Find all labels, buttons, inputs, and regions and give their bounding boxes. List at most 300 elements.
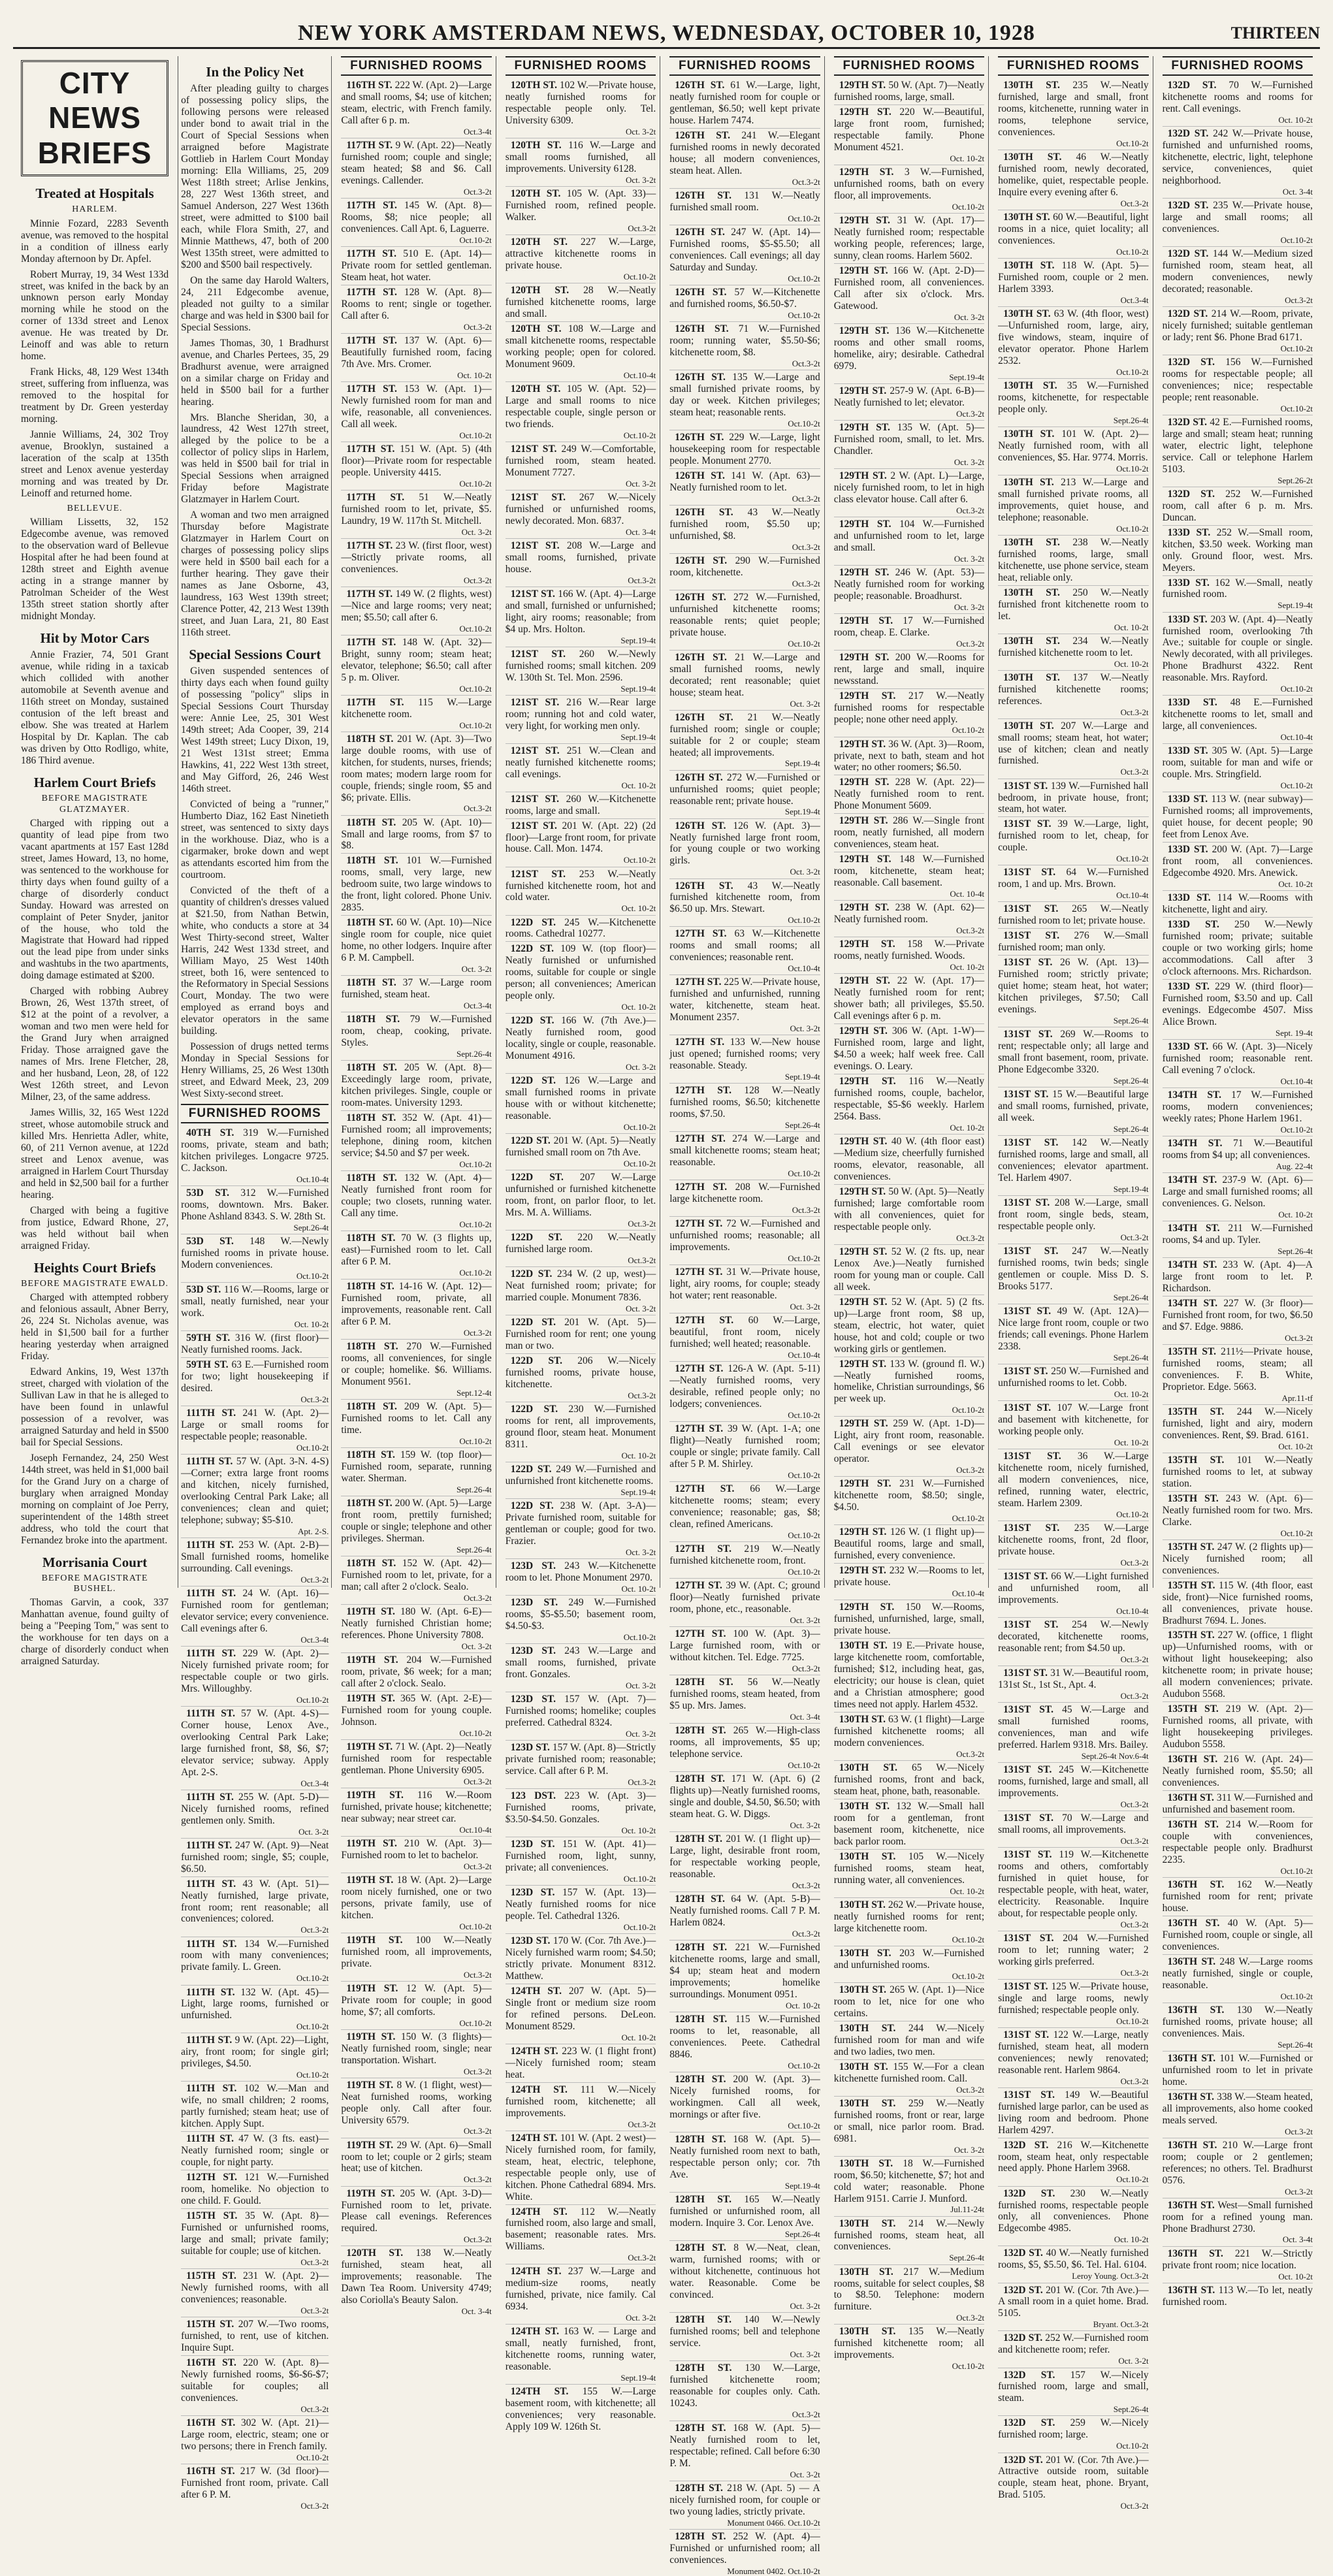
classified-ad xyxy=(834,263,984,322)
classified-list xyxy=(1163,80,1313,2308)
ad-text: 249 W.—Furnished and unfurnished front kitchenette rooms. xyxy=(505,1464,656,1487)
news-paragraph: Thomas Garvin, a cook, 337 Manhattan avenue, found guilty of being a "Peeping Tom," was sent to the workhouse for ten days on a charge of disorderly conduct when arraigned Saturday. xyxy=(21,1597,169,1667)
ad-insertion-code: Oct.10-2t xyxy=(788,2120,820,2131)
ad-text: 71 W.—Furnished room; running water, $5.50-$6; kitchenette room, $8. xyxy=(669,323,820,358)
classified-ad xyxy=(506,695,656,742)
ad-text: 220 W.—Beautiful, large front room, furnished; respectable family. Phone Monument 4521. xyxy=(833,106,985,153)
ad-street: 133D ST. xyxy=(1167,613,1208,625)
ad-text: 201 W. (Apt. 5)—Neatly furnished small room on 7th Ave. xyxy=(505,1135,656,1159)
ad-insertion-code: Oct.3-2t xyxy=(792,2409,820,2419)
classified-ad xyxy=(669,2481,820,2528)
ad-text: 250 W.—Furnished and unfurnished rooms to let. Cobb. xyxy=(998,1366,1149,1389)
ad-street: 122D ST. xyxy=(510,1500,554,1512)
classified-ad xyxy=(1163,1404,1313,1451)
classified-ad xyxy=(1163,890,1313,916)
ad-street: 117TH ST. xyxy=(346,286,397,298)
ad-text: 250 W.—Newly furnished room; private; suitable couple or two working girls; home accommodations. Call after 3 o'clock afternoons. Mrs. Richardson. xyxy=(1162,919,1313,978)
classified-ad xyxy=(506,1402,656,1460)
ad-insertion-code: Oct.10-4t xyxy=(1116,1605,1149,1616)
ad-text: 243 W. (Apt. 6)—Neatly furnished room for two. Mrs. Clarke. xyxy=(1162,1492,1313,1528)
ad-text: 128 W. (Apt. 8)—Rooms to rent; single or together. Call after 6. xyxy=(341,286,492,321)
ad-street: 131ST ST. xyxy=(1003,1522,1060,1534)
ad-street: 123D ST. xyxy=(510,1560,556,1572)
ad-insertion-code: Oct.10-2t xyxy=(623,271,656,282)
ad-street: 129TH ST. xyxy=(839,854,891,865)
classified-ad xyxy=(998,901,1148,927)
ad-text: 102 W.—Private house, neatly furnished rooms for respectable people only. Tel. University 6309. xyxy=(505,80,656,126)
ad-insertion-code: Oct.3-2t xyxy=(463,186,492,197)
ad-insertion-code: Oct. 10-2t xyxy=(1114,622,1149,632)
classified-ad xyxy=(1163,1296,1313,1343)
ad-text: 121 W.—Furnished room, homelike. No objection to one child. F. Gould. xyxy=(181,2172,329,2207)
ad-text: 219 W. (Apt. 2)—Furnished rooms, all private, with light housekeeping privileges. Audubon 5558. xyxy=(1162,1703,1313,1750)
classified-ad xyxy=(181,2415,329,2462)
ad-insertion-code: Oct. 3-2t xyxy=(790,698,820,709)
classified-ad xyxy=(834,900,984,935)
classified-ad xyxy=(998,427,1148,474)
classified-ad xyxy=(341,2138,491,2185)
ad-street: 127TH ST. xyxy=(675,1628,726,1640)
ad-insertion-code: Oct.3-2t xyxy=(463,1776,492,1786)
classified-ad xyxy=(669,1675,820,1722)
ad-insertion-code: Sept.19-4t xyxy=(784,1072,820,1082)
ad-street: 126TH ST. xyxy=(675,470,725,481)
ad-insertion-code: Oct.10-2t xyxy=(1116,1509,1149,1519)
ad-text: 211½—Private house, furnished rooms, steam; all conveniences. F. B. White, Proprietor. Edge. 5663. xyxy=(1162,1345,1313,1393)
ad-street: 128TH ST. xyxy=(675,2482,723,2494)
ad-insertion-code: Oct. 3-2t xyxy=(626,2313,656,2323)
ad-insertion-code: Oct.10-4t xyxy=(1280,732,1313,743)
ad-insertion-code: Oct.3-2t xyxy=(1120,198,1149,208)
ad-text: 204 W.—Furnished room, private, $6 week; for a man; call after 2 o'clock. Sealo. xyxy=(341,1654,492,1689)
ad-text: 148 W.—Furnished room, kitchenette, steam heat; reasonable. Call basement. xyxy=(833,854,985,889)
ad-text: 46 W.—Neatly furnished room, newly decorated, homelike, quiet, respectable people. Inquire every evening after 6. xyxy=(998,151,1149,198)
classified-ad xyxy=(341,1231,491,1278)
ad-street: 130TH ST. xyxy=(1003,476,1054,488)
ad-street: 129TH ST. xyxy=(839,1565,886,1577)
ad-insertion-code: Sept.26-4t xyxy=(1277,1246,1313,1256)
classified-ad xyxy=(998,1617,1148,1664)
classified-ad xyxy=(834,105,984,163)
ad-insertion-code: Sept.26-4t xyxy=(293,1223,329,1233)
ad-insertion-code: Oct. 3-2t xyxy=(790,1615,820,1626)
ad-insertion-code: Oct. 3-2t xyxy=(790,867,820,877)
classified-ad xyxy=(1163,198,1313,245)
classified-ad xyxy=(506,321,656,380)
ad-insertion-code: Oct.3-2t xyxy=(792,1880,820,1890)
ad-street: 112TH ST. xyxy=(186,2172,238,2183)
ad-street: 134TH ST. xyxy=(1167,1297,1218,1309)
ad-text: 245 W.—Kitchenette rooms, furnished, large and small, all improvements. xyxy=(998,1763,1149,1799)
ad-insertion-code: Oct.3-2t xyxy=(1285,295,1313,305)
ad-street: 128TH ST. xyxy=(675,2133,726,2145)
ad-street: 129TH ST. xyxy=(839,1418,888,1430)
ad-insertion-code: Oct. 3-2t xyxy=(626,1680,656,1690)
ad-street: 111TH ST. xyxy=(186,2035,233,2046)
ad-insertion-code: Oct.10-2t xyxy=(788,1567,820,1577)
classified-ad xyxy=(669,1481,820,1540)
ad-text: 50 W. (Apt. 5)—Neatly furnished; large comfortable room with all conveniences, quiet for respectable people only. xyxy=(833,1185,985,1232)
ad-insertion-code: Oct.3-2t xyxy=(1285,2126,1313,2136)
ad-street: 123D ST. xyxy=(510,1645,556,1657)
ad-street: 127TH ST. xyxy=(675,1580,722,1592)
ad-street: 116TH ST. xyxy=(346,80,393,91)
classified-ad xyxy=(834,1357,984,1415)
ad-street: 130TH ST. xyxy=(839,2157,893,2169)
ad-text: 56 W.—Neatly furnished rooms, steam heated, from $5 up. Mrs. James. xyxy=(669,1677,820,1712)
ad-text: 158 W.—Private rooms, neatly furnished. Woods. xyxy=(833,939,985,962)
news-paragraph: Convicted of being a "runner," Humberto Diaz, 162 East Ninetieth street, was sentenced to sixty days in the workhouse. Diaz, who is a cigarmaker, broke down and wept as attendants escorted him from the courtroom. xyxy=(181,798,329,880)
ad-insertion-code: Oct.10-2t xyxy=(459,478,492,489)
ad-street: 131ST ST. xyxy=(1003,1197,1050,1209)
classified-ad xyxy=(506,80,656,137)
ad-text: 126 W.—Large and small furnished rooms in private house with or without kitchenette; reasonable. xyxy=(505,1075,656,1122)
ad-text: 148 W. (Apt. 32)—Bright, sunny room; steam heat; elevator, telephone; $6.50; call after 5 p. m. Oliver. xyxy=(341,636,492,683)
ad-text: 15 W.—Beautiful large and small rooms, furnished, private, all week. xyxy=(998,1089,1149,1124)
ad-insertion-code: Oct. 3-2t xyxy=(461,1641,492,1651)
ad-street: 131ST ST. xyxy=(1003,1763,1052,1775)
news-paragraph: Jannie Williams, 24, 302 Troy avenue, Brooklyn, sustained a laceration of the scalp at 135th street and Lenox avenue yesterday morning and was treated by Dr. Leinoff and returned home. xyxy=(21,429,169,499)
ad-text: 257-9 W. (Apt. 6-B)—Neatly furnished to let; elevator. xyxy=(833,385,985,408)
classified-ad xyxy=(669,1216,820,1263)
ad-street: 119TH ST. xyxy=(346,2139,394,2151)
ad-street: 122D ST. xyxy=(510,1317,556,1328)
ad-insertion-code: Sept.26-4t xyxy=(456,1049,492,1059)
classified-ad xyxy=(1163,1701,1313,1750)
classified-list xyxy=(834,80,984,2371)
ad-street: 126TH ST. xyxy=(675,323,729,334)
ad-text: 22 W. (Apt. 17)—Neatly furnished room for rent; shower bath; all privileges, $5.50. Call evenings after 6 p. m. xyxy=(833,975,985,1022)
ad-insertion-code: Sept.26-4t xyxy=(784,1120,820,1131)
classified-ad xyxy=(669,1723,820,1770)
ad-street: 129TH ST. xyxy=(839,902,890,914)
ad-text: 207 W. (Apt. 5)—Single front or medium size room for refined persons. DeLeon. Monument 8529. xyxy=(505,1985,656,2032)
ad-insertion-code: Oct.10-2t xyxy=(296,1694,329,1705)
ad-text: 245 W.—Kitchenette rooms. Cathedral 10277. xyxy=(505,916,656,940)
ad-insertion-code: Sept.26-4t xyxy=(1113,1352,1149,1362)
ad-text: 105 W.—Nicely furnished rooms, steam heat, running water, all conveniences. xyxy=(833,1850,985,1886)
ad-street: 130TH ST. xyxy=(1003,379,1057,391)
classified-ad xyxy=(669,1940,820,2010)
ad-street: 119TH ST. xyxy=(346,1605,395,1617)
motor-cars-heading: Hit by Motor Cars xyxy=(40,630,150,646)
classified-ad xyxy=(181,1234,329,1281)
ad-street: 122D ST. xyxy=(510,916,556,928)
ad-insertion-code: Sept.26-4t xyxy=(1113,1016,1149,1026)
classified-ad xyxy=(506,1498,656,1557)
ad-street: 118TH ST. xyxy=(346,733,394,745)
classified-ad xyxy=(998,306,1148,377)
furnished-rooms-heading: FURNISHED ROOMS xyxy=(1163,56,1313,76)
ad-text: 229 W. (third floor)—Furnished room, $3.50 and up. Call evenings. Edgecombe 4507. Miss Alice Brown. xyxy=(1162,981,1313,1027)
ad-insertion-code: Oct. 10-2t xyxy=(1278,1209,1313,1219)
classified-ad xyxy=(669,1131,820,1178)
ad-text: 50 W. (Apt. 7)—Neatly furnished rooms, large, small. xyxy=(833,80,985,103)
ad-text: 49 W. (Apt. 12A)—Nice large front room, couple or two friends; call evenings. Phone Harlem 2338. xyxy=(998,1306,1149,1352)
classified-ad xyxy=(998,2087,1148,2136)
ad-insertion-code: Oct.10-2t xyxy=(296,1973,329,1984)
ad-text: 274 W.—Large and small kitchenette rooms; steam heat; reasonable. xyxy=(669,1133,820,1168)
ad-text: 166 W. (Apt. 4)—Large and small, furnished or unfurnished; light, airy rooms; reasonable; from $4 up. Mrs. Holton. xyxy=(505,588,656,635)
news-paragraph: Charged with being a fugitive from justice, Edward Rhone, 27, was held without bail when arraigned Friday. xyxy=(21,1204,169,1251)
classified-ad xyxy=(181,2170,329,2207)
ad-street: 128TH ST. xyxy=(675,2422,726,2434)
ad-insertion-code: Oct.10-2t xyxy=(1280,403,1313,413)
furnished-rooms-heading: FURNISHED ROOMS xyxy=(506,56,656,76)
ad-text: 166 W. (7th Ave.)—Neatly furnished room, good locality, single or couple, reasonable. Monument 4916. xyxy=(505,1015,656,1062)
classified-ad xyxy=(1163,1877,1313,1914)
classified-ad xyxy=(998,378,1148,425)
ad-text: 116 W.—Large and small rooms furnished, all improvements. University 6128. xyxy=(505,139,656,174)
ad-text: 153 W. (Apt. 1)—Newly furnished room for man and wife, reasonable, all conveniences. Call all week. xyxy=(341,383,492,430)
classified-ad xyxy=(341,138,491,197)
ad-insertion-code: Oct.10-2t xyxy=(296,2070,329,2080)
news-paragraph: Mrs. Blanche Sheridan, 30, a laundress, 42 West 127th street, alleged by the police to be a collector of policy slips in Harlem, was held in $500 bail for trial in Special Sessions when arraigned Friday before Magistrate Glatzmayer in Harlem Court. xyxy=(181,411,329,506)
ad-street: 131ST ST. xyxy=(1003,780,1048,792)
ad-text: 205 W. (Apt. 10)—Small and large rooms, from $7 to $8. xyxy=(341,816,492,852)
ad-insertion-code: Oct.10-2t xyxy=(296,2452,329,2462)
ad-street: 133D ST. xyxy=(1167,745,1208,757)
ad-text: 259 W.—Nicely furnished room; large. xyxy=(998,2417,1149,2441)
ad-street: 134TH ST. xyxy=(1167,1174,1217,1185)
classified-ad xyxy=(1163,1039,1313,1086)
ad-text: 128 W.—Neatly furnished rooms, $6.50; kitchenette rooms, $7.50. xyxy=(669,1085,820,1120)
classified-ad xyxy=(998,80,1148,148)
classified-ad xyxy=(506,1558,656,1594)
classified-ad xyxy=(998,816,1148,863)
ad-street: 136TH ST. xyxy=(1167,2004,1225,2016)
ad-street: 123D ST. xyxy=(510,1597,558,1609)
ad-text: 242 W.—Private house, furnished and unfurnished rooms, kitchenette, electric, light, telephone service, conveniences, quiet neighborhood. xyxy=(1162,128,1313,186)
classified-ad xyxy=(669,1035,820,1082)
ad-street: 122D ST. xyxy=(510,1268,553,1280)
classified-ad xyxy=(669,1892,820,1939)
ad-street: 132D ST. xyxy=(1167,128,1209,140)
ad-text: 79 W.—Furnished room, cheap, cooking, private. Styles. xyxy=(341,1014,492,1049)
ad-street: 122D ST. xyxy=(510,1355,563,1367)
ad-text: 201 W. (Cor. 7th Ave.)—Attractive outside room, suitable couple, steam heat, phone. Bryant, Brad. 5105. xyxy=(998,2454,1149,2501)
ad-street: 136TH ST. xyxy=(1167,1878,1225,1890)
news-paragraph: Minnie Fozard, 2283 Seventh avenue, was removed to the hospital in a condition of illness early Monday afternoon by Dr. Apfel. xyxy=(21,217,169,265)
classified-ad xyxy=(669,285,820,320)
ad-insertion-code: Oct.3-2t xyxy=(1120,1690,1149,1701)
ad-text: 270 W.—Furnished rooms, all conveniences, for single or couple; homelike. $6. Williams. Monument 9561. xyxy=(341,1340,492,1387)
news-paragraph: After pleading guilty to charges of possessing policy slips, the following persons were released under bond to await trial in the Court of Special Sessions when arraigned before Magistrate Gottlieb in Harlem Court Monday morning: Ella Williams, 25, 209 West 118th street; Arlise Jenkins, 28, 227 West 136th street, and Samuel Anderson, 227 West 136th street, were admitted to $100 bail each, while Flora Smith, 27, and Minnie Matthews, 47, both of 200 West 135th street, were admitted to $200 and $500 bail respectively. xyxy=(181,83,329,270)
ad-insertion-code: Oct.10-2t xyxy=(952,1971,985,1981)
classified-ad xyxy=(998,1931,1148,1978)
ad-street: 117TH ST. xyxy=(346,491,405,503)
ad-street: 118TH ST. xyxy=(346,1400,397,1412)
ad-text: 216 W.—Rear large room; running hot and cold water, very light, for working men only. xyxy=(505,696,656,732)
ad-street: 132D ST. xyxy=(1003,2454,1043,2466)
ad-text: 319 W.—Furnished rooms, private, steam and bath; kitchen privileges. Longacre 9725. C. Jackson. xyxy=(181,1127,329,1174)
ad-insertion-code: Monument 0466. Oct.10-2t xyxy=(727,2517,820,2528)
ad-street: 133D ST. xyxy=(1167,577,1210,588)
ad-text: 145 W. (Apt. 8)—Rooms, $8; nice people; all conveniences. Call Apt. 6, Laguerre. xyxy=(341,199,492,234)
ad-text: 305 W. (Apt. 5)—Large room, suitable for man and wife or couple. Mrs. Stringfield. xyxy=(1162,745,1313,781)
ad-street: 132D ST. xyxy=(1003,2369,1055,2381)
ad-street: 111TH ST. xyxy=(186,1707,235,1719)
ad-text: 126 W. (1 flight up)—Beautiful rooms, large and small, furnished, every convenience. xyxy=(833,1526,985,1562)
ad-street: 127TH ST. xyxy=(675,1315,734,1327)
ad-text: 102 W.—Man and wife, no small children; 2 rooms, partly furnished; steam heat; use of kitchen. Apply Supt. xyxy=(181,2083,329,2130)
ad-text: 208 W.—Furnished large kitchenette room. xyxy=(669,1182,820,1205)
ad-street: 119TH ST. xyxy=(346,1982,398,1994)
classified-ad xyxy=(998,1135,1148,1194)
classified-ad xyxy=(1163,2003,1313,2050)
ad-text: 203 W.—Furnished and unfurnished rooms. xyxy=(833,1947,985,1971)
ad-street: 119TH ST. xyxy=(346,1837,397,1849)
ad-street: 122D ST. xyxy=(510,943,554,955)
classified-ad xyxy=(341,853,491,914)
ad-street: 132D ST. xyxy=(1003,2284,1043,2296)
ad-text: 286 W.—Single front room, neatly furnished, all modern conveniences, steam heat. xyxy=(833,815,985,850)
ad-insertion-code: Sept.26-4t xyxy=(1113,1292,1149,1302)
ad-insertion-code: Oct. 3-2t xyxy=(954,457,985,467)
ad-text: 249 W.—Furnished rooms, $5-$5.50; basement room, $4.50-$3. xyxy=(505,1597,656,1632)
ad-insertion-code: Sept.26-4t xyxy=(1113,1124,1149,1135)
ad-text: 130 W.—Large, furnished kitchenette room; reasonable for couples only. Cath. 10243. xyxy=(669,2362,820,2409)
classified-ad xyxy=(341,285,491,332)
ad-street: 134TH ST. xyxy=(1167,1137,1223,1149)
ad-insertion-code: Oct.3-2t xyxy=(463,2066,492,2076)
ad-text: 269 W.—Rooms to rent; respectable only; all large and small front basement, room, private. Phone Edgecombe 3320. xyxy=(998,1029,1149,1076)
ad-street: 134TH ST. xyxy=(1167,1259,1217,1270)
ad-text: 3 W.—Furnished, unfurnished rooms, bath on every floor, all improvements. xyxy=(833,166,985,201)
classified-list xyxy=(998,80,1148,2511)
ad-text: 171 W. (Apt. 6) (2 flights up)—Neatly furnished rooms, single and double, $4.50, $6.50; with steam heat. G. W. Diggs. xyxy=(669,1773,820,1820)
magistrate-line: BEFORE MAGISTRATE BUSHEL. xyxy=(41,1573,148,1594)
classified-ad xyxy=(1163,2283,1313,2308)
ad-street: 117TH ST. xyxy=(346,139,393,151)
ad-text: 43 W.—Neatly furnished kitchenette room, from $6.50 up. Mrs. Stewart. xyxy=(669,880,820,915)
classified-ad xyxy=(1163,1790,1313,1816)
classified-ad xyxy=(669,468,820,504)
classified-ad xyxy=(998,210,1148,257)
ad-street: 127TH ST. xyxy=(675,928,727,940)
classified-ad xyxy=(341,381,491,440)
ad-street: 129TH ST. xyxy=(839,166,894,178)
ad-text: 200 W.—Rooms for rent, large and small, inquire newsstand. xyxy=(833,651,985,686)
ad-text: 211 W.—Furnished rooms, $4 and up. Tyler. xyxy=(1162,1222,1313,1246)
ad-insertion-code: Oct. 3-4t xyxy=(626,526,656,537)
classified-ad xyxy=(669,1313,820,1360)
ad-text: 149 W.—Beautiful furnished large parlor, can be used as living room and bedroom. Phone Harlem 4297. xyxy=(998,2089,1149,2136)
ad-text: 233 W. (Apt. 4)—A large front room to let. P. Richardson. xyxy=(1162,1259,1313,1294)
classified-ad xyxy=(669,188,820,223)
ad-text: 223 W. (Apt. 3)—Furnished rooms, private, $3.50-$4.50. Gonzales. xyxy=(505,1790,656,1825)
ad-insertion-code: Oct. 3-2t xyxy=(626,1547,656,1557)
ad-text: 200 W. (Apt. 3)—Nicely furnished rooms, for workingmen. Call all week, mornings or after five. xyxy=(669,2073,820,2120)
ad-street: 131ST ST. xyxy=(1003,1029,1053,1040)
classified-ad xyxy=(506,743,656,790)
ad-street: 123D ST. xyxy=(510,1694,556,1705)
ad-text: 113 W. (near subway)—Furnished rooms; all improvements, quiet house, for decent people; 90 feet from Lenox Ave. xyxy=(1162,794,1313,841)
news-paragraph: Charged with ripping out a quantity of lead pipe from two vacant apartments at 157 East 128d street, James Howard, 13, no home, was sentenced to the workhouse for thirty days when found guilty of a charge of disorderly conduct Sunday. Howard was arrested on complaint of Peter Snyder, janitor of the house, who told the Magistrate that Howard had ripped out the lead pipe from under sinks and washtubs in the two apartments, doing damage estimated at $200. xyxy=(21,817,169,982)
ad-text: 206 W.—Nicely furnished rooms, private house, kitchenette. xyxy=(505,1355,656,1391)
ad-street: 129TH ST. xyxy=(839,939,895,950)
ad-street: 111TH ST. xyxy=(186,1647,236,1659)
ad-insertion-code: Sept.19-4t xyxy=(620,1487,656,1498)
classified-ad xyxy=(341,1836,491,1871)
ad-street: 130TH ST. xyxy=(839,1800,890,1812)
ad-insertion-code: Oct.10-2t xyxy=(1116,854,1149,864)
ad-street: 126TH ST. xyxy=(675,555,728,566)
ad-street: 135TH ST. xyxy=(1167,1579,1215,1591)
ad-street: 131ST ST. xyxy=(1003,903,1059,915)
ad-street: 128TH ST. xyxy=(675,1725,726,1737)
ad-text: 28 W.—Neatly furnished kitchenette rooms, large and small. xyxy=(505,284,656,319)
ad-text: 157 W. (Apt. 13)—Neatly furnished rooms for nice people. Tel. Cathedral 1326. xyxy=(505,1886,656,1922)
ad-text: 42 E.—Furnished rooms, large and small; steam heat; running water, electric light, telephone service. Call or telephone Harlem 5103. xyxy=(1162,416,1313,475)
ad-street: 118TH ST. xyxy=(346,816,396,828)
ad-text: 138 W.—Neatly furnished, steam heat, all improvements; reasonable. The Dawn Tea Room. University 4749; also Coriolla's Beauty Salon. xyxy=(341,2247,492,2306)
ad-insertion-code: Oct.10-2t xyxy=(788,1168,820,1179)
ad-insertion-code: Oct.10-4t xyxy=(788,963,820,974)
ad-insertion-code: Oct.10-2t xyxy=(1280,234,1313,245)
classified-ad xyxy=(998,2027,1148,2086)
ad-text: 101 W.—Neatly furnished rooms to let, at subway station. xyxy=(1162,1454,1313,1489)
ad-text: 125 W.—Private house, single and large rooms, newly furnished; respectable people only. xyxy=(998,1980,1149,2016)
ad-street: 122D ST. xyxy=(510,1135,551,1147)
classified-ad xyxy=(998,1979,1148,2026)
classified-ad xyxy=(998,2138,1148,2185)
classified-ad xyxy=(506,138,656,185)
ad-insertion-code: Oct.3-2t xyxy=(300,2404,329,2414)
ad-street: 131ST ST. xyxy=(1003,957,1053,969)
classified-ad xyxy=(506,186,656,233)
classified-ad xyxy=(998,1847,1148,1929)
furnished-rooms-heading: FURNISHED ROOMS xyxy=(834,56,984,76)
ad-text: 133 W. (ground fl. W.)—Neatly furnished rooms, homelike, Christian surroundings, $6 per week up. xyxy=(833,1358,985,1405)
ad-text: 40 W. (4th floor east)—Medium size, cheerfully furnished rooms, elevator, reasonable, all conveniences. xyxy=(833,1135,985,1182)
ad-text: 37 W.—Large room furnished, steam heat. xyxy=(341,977,492,1001)
classified-ad xyxy=(341,198,491,245)
ad-insertion-code: Oct. 10-2t xyxy=(950,1122,985,1133)
ad-text: 221 W.—Strictly private front room; nice location. xyxy=(1162,2247,1313,2271)
ad-insertion-code: Oct.10-2t xyxy=(459,720,492,730)
ad-street: 128TH ST. xyxy=(675,2362,732,2374)
ad-street: 127TH ST. xyxy=(675,1218,723,1230)
ad-street: 131ST ST. xyxy=(1003,818,1052,830)
ad-street: 117TH ST. xyxy=(346,334,397,346)
ad-street: 130TH ST. xyxy=(839,1640,888,1652)
ad-street: 129TH ST. xyxy=(839,80,886,91)
classified-ad xyxy=(998,670,1148,717)
ad-insertion-code: Oct. 10-2t xyxy=(950,153,985,163)
ad-text: 200 W. (Apt. 5)—Large front room, prettily furnished; couple or single; telephone and other privileges. Sherman. xyxy=(341,1497,492,1544)
ad-street: 120TH ST. xyxy=(510,383,561,394)
ad-insertion-code: Oct.3-2t xyxy=(1120,707,1149,717)
classified-ad xyxy=(669,321,820,368)
ad-text: 104 W.—Furnished and unfurnished room to let, large and small. xyxy=(833,518,985,553)
ad-text: 39 W. (Apt. C; ground floor)—Neatly furnished private room, phone, etc., reasonable. xyxy=(669,1580,820,1615)
ad-text: 71 W.—Beautiful rooms from $4 up; all conveniences. xyxy=(1162,1137,1313,1161)
classified-ad xyxy=(506,2131,656,2203)
classified-ad xyxy=(998,1027,1148,1086)
ad-insertion-code: Oct. 10-4t xyxy=(950,889,985,899)
ad-insertion-code: Oct.10-2t xyxy=(788,273,820,283)
ad-text: 155 W.—For a clean kitchenette furnished room. Call. xyxy=(833,2061,985,2084)
classified-column-8 xyxy=(1159,56,1317,2308)
ad-insertion-code: Oct. 3-2t xyxy=(461,964,492,974)
ad-text: 60 W. (Apt. 10)—Nice single room for couple, nice quiet home, no other lodgers. Inquire after 6 P. M. Campbell. xyxy=(341,917,492,964)
classified-ad xyxy=(181,2208,329,2267)
classified-ad xyxy=(998,955,1148,1025)
classified-ad xyxy=(834,1638,984,1711)
classified-ad xyxy=(506,915,656,941)
ad-text: 71 W. (Apt. 2)—Neatly furnished room for respectable gentleman. Phone University 6905. xyxy=(341,1741,492,1776)
